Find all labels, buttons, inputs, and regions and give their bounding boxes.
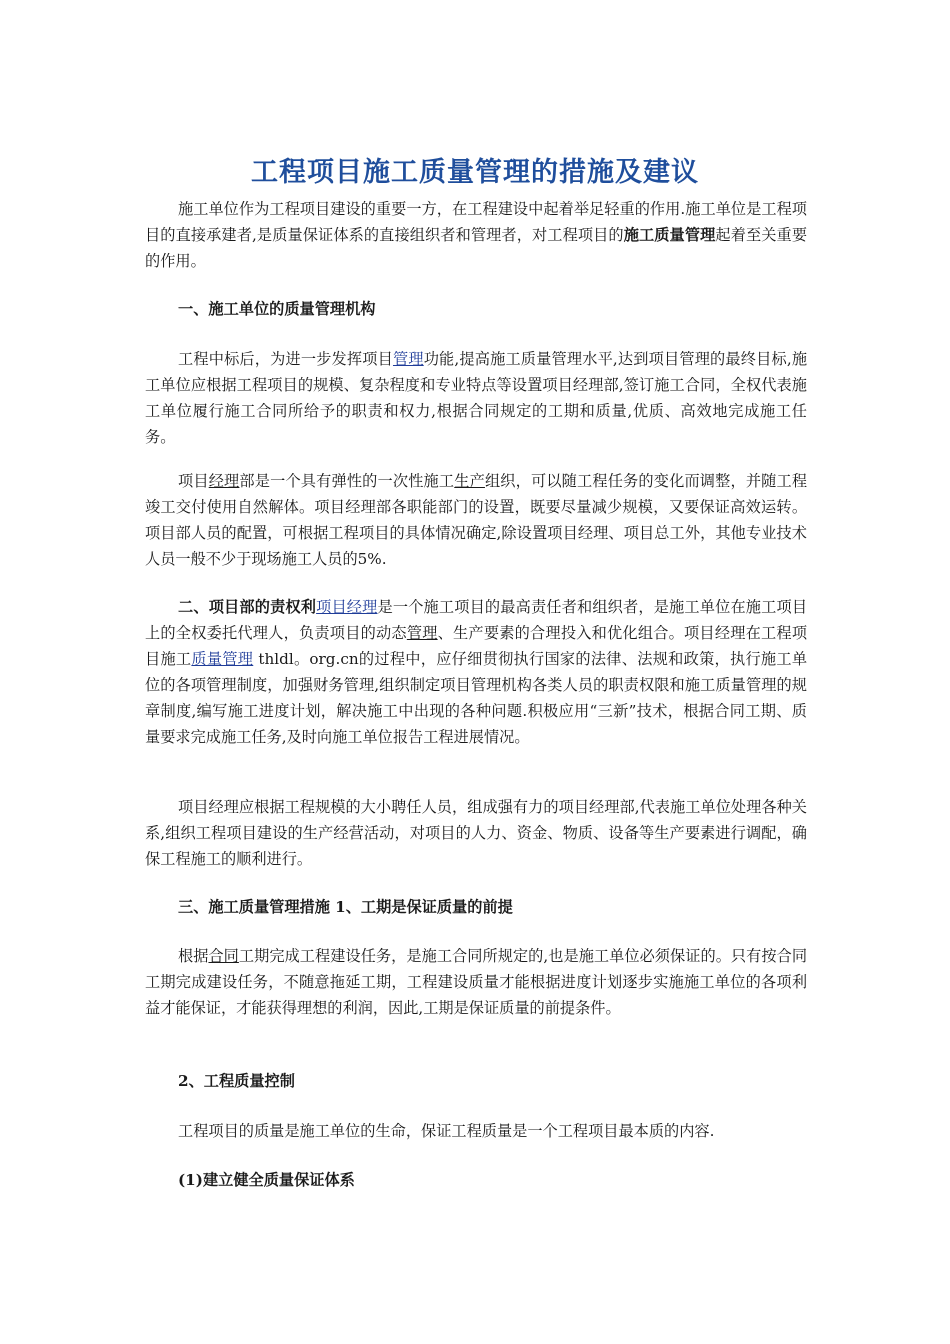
p5-text: 根据 xyxy=(178,947,209,965)
paragraph-4: 项目经理应根据工程规模的大小聘任人员，组成强有力的项目经理部,代表施工单位处理各种关系,组织工程项目建设的生产经营活动，对项目的人力、资金、物质、设备等生产要素进行调配，确保工程施工的顺利进行。 xyxy=(145,798,807,868)
intro-paragraph xyxy=(145,196,807,274)
section-heading-4: 2、工程质量控制 xyxy=(178,1072,295,1090)
p1-text: 工程中标后，为进一步发挥项目 xyxy=(178,350,393,368)
section-heading-3: 三、施工质量管理措施 1、工期是保证质量的前提 xyxy=(178,898,513,916)
underlined-manager: 经理 xyxy=(208,472,240,490)
underlined-production: 生产 xyxy=(454,472,485,490)
section-heading-1: 一、施工单位的质量管理机构 xyxy=(178,300,376,318)
p1-text-end: 功能,提高施工质量管理水平,达到项目管理的最终目标,施工单位应根据工程项目的规模、复杂程度和专业特点等设置项目经理部,签订施工合同，全权代表施工单位履行施工合同所给予的职责和权力,根据合同规定的工期和质量,优质、高效地完成施工任务。 xyxy=(145,350,808,446)
p3-text-mid: 、生产要素的合理投入和优化组合。项目经理在工程项目施工 xyxy=(145,624,808,668)
p5-text-end: 工期完成工程建设任务，是施工合同所规定的,也是施工单位必须保证的。只有按合同工期完成建设任务，不随意拖延工期，工程建设质量才能根据进度计划逐步实施施工单位的各项利益才能保证，才能获得理想的利润，因此,工期是保证质量的前提条件。 xyxy=(145,947,808,1017)
p2-text-mid: 部是一个具有弹性的一次性施工 xyxy=(239,472,455,490)
p2-text: 项目 xyxy=(178,472,209,490)
intro-text-end: 起着至关重要的作用。 xyxy=(145,226,808,270)
p3-text: 是一个施工项目的最高责任者和组织者，是施工单位在施工项目上的全权委托代理人，负责项目的动态 xyxy=(145,598,808,642)
p3-text-end: thldl。org.cn的过程中，应仔细贯彻执行国家的法律、法规和政策，执行施工单位的各项管理制度，加强财务管理,组织制定项目管理机构各类人员的职责权限和施工质量管理的规章制度,编写施工进度计划，解决施工中出现的各种问题.积极应用“三新”技术，根据合同工期、质量要求完成施工任务,及时向施工单位报告工程进展情况。 xyxy=(145,650,808,746)
document-title: 工程项目施工质量管理的措施及建议 xyxy=(251,157,699,188)
underlined-contract: 合同 xyxy=(208,947,239,965)
paragraph-2 xyxy=(145,468,807,572)
link-quality-management[interactable]: 质量管理 xyxy=(191,650,254,668)
paragraph-5 xyxy=(145,943,807,1021)
link-management[interactable]: 管理 xyxy=(392,350,424,368)
section-heading-5: (1)建立健全质量保证体系 xyxy=(178,1171,355,1189)
underlined-management: 管理 xyxy=(406,624,438,642)
paragraph-3 xyxy=(145,594,807,750)
intro-bold-text: 施工质量管理 xyxy=(623,226,716,244)
section-heading-2: 二、项目部的责权利 xyxy=(178,598,317,616)
link-project-manager[interactable]: 项目经理 xyxy=(316,598,378,616)
paragraph-6: 工程项目的质量是施工单位的生命，保证工程质量是一个工程项目最本质的内容. xyxy=(178,1122,715,1140)
intro-text: 施工单位作为工程项目建设的重要一方，在工程建设中起着举足轻重的作用.施工单位是工程项目的直接承建者,是质量保证体系的直接组织者和管理者，对工程项目的 xyxy=(145,200,807,244)
paragraph-1 xyxy=(145,346,807,450)
p2-text-end: 组织，可以随工程任务的变化而调整，并随工程竣工交付使用自然解体。项目经理部各职能部门的设置，既要尽量减少规模，又要保证高效运转。项目部人员的配置，可根据工程项目的具体情况确定,除设置项目经理、项目总工外，其他专业技术人员一般不少于现场施工人员的5%. xyxy=(145,472,808,568)
